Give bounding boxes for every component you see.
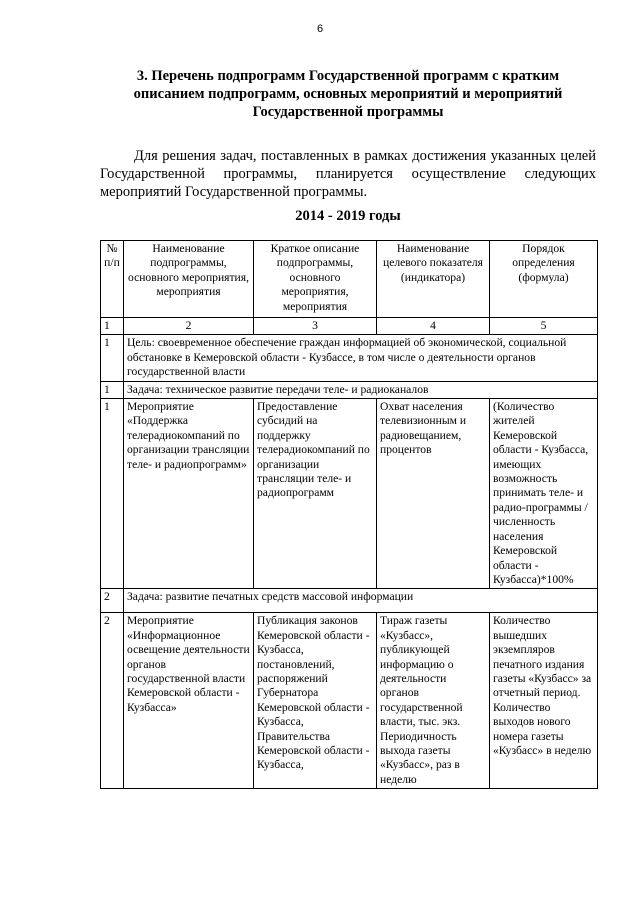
activity-indicator: Тираж газеты «Кузбасс», публикующей информацию о деятельности органов государственной власти, тыс. экз. Периодичность выхода газеты «Кузбасс», раз в неделю: [377, 613, 490, 789]
task-row: [101, 589, 598, 613]
header-number: № п/п: [101, 241, 124, 318]
row-number: 2: [101, 613, 124, 789]
activity-description: Предоставление субсидий на поддержку телерадиокомпаний по организации трансляции теле- и радиопрограмм: [254, 399, 377, 589]
goal-row: [101, 335, 598, 381]
period-title: 2014 - 2019 годы: [295, 208, 401, 224]
header-indicator: Наименование целевого показателя (индикатора): [377, 241, 490, 318]
activity-name: Мероприятие «Поддержка телерадиокомпаний по организации трансляции теле- и радиопрограмм»: [124, 399, 254, 589]
page-number: 6: [316, 23, 324, 35]
header-name: Наименование подпрограммы, основного мероприятия, мероприятия: [124, 241, 254, 318]
task-row: [101, 381, 598, 398]
activity-indicator: Охват населения телевизионным и радиовещанием, процентов: [377, 399, 490, 589]
section-heading: [100, 67, 596, 121]
heading-line-2: описанием подпрограмм, основных мероприятий и мероприятий: [133, 86, 563, 102]
intro-text: Для решения задач, поставленных в рамках достижения указанных целей Государственной программы, планируется осуществление следующих мероприятий Государственной программы.: [100, 148, 596, 200]
heading-line-3: Государственной программы: [252, 104, 444, 120]
column-number: 1: [101, 318, 124, 335]
header-description: Краткое описание подпрограммы, основного мероприятия, мероприятия: [254, 241, 377, 318]
column-number: 4: [377, 318, 490, 335]
program-table: [100, 240, 598, 789]
column-number: 5: [490, 318, 598, 335]
activity-name: Мероприятие «Информационное освещение деятельности органов государственной власти Кемеровской области - Кузбасса»: [124, 613, 254, 789]
task-number: 2: [101, 589, 124, 613]
activity-formula: Количество вышедших экземпляров печатного издания газеты «Кузбасс» за отчетный период. Количество выходов нового номера газеты «Кузбасс» в неделю: [490, 613, 598, 789]
goal-text: Цель: своевременное обеспечение граждан информацией об экономической, социальной обстановке в Кемеровской области - Кузбассе, в том числе о деятельности органов государственной власти: [124, 335, 598, 381]
table-row: [101, 399, 598, 589]
table-row: [101, 613, 598, 789]
activity-description: Публикация законов Кемеровской области - Кузбасса, постановлений, распоряжений Губернатора Кемеровской области - Кузбасса, Правительства Кемеровской области - Кузбасса,: [254, 613, 377, 789]
intro-paragraph: [100, 147, 596, 201]
column-number: 2: [124, 318, 254, 335]
table-header-row: [101, 241, 598, 318]
task-number: 1: [101, 381, 124, 398]
column-number-row: [101, 318, 598, 335]
task-text: Задача: техническое развитие передачи теле- и радиоканалов: [124, 381, 598, 398]
row-number: 1: [101, 399, 124, 589]
column-number: 3: [254, 318, 377, 335]
header-formula: Порядок определения (формула): [490, 241, 598, 318]
goal-number: 1: [101, 335, 124, 381]
task-text: Задача: развитие печатных средств массовой информации: [124, 589, 598, 613]
activity-formula: (Количество жителей Кемеровской области - Кузбасса, имеющих возможность принимать теле- и радио-программы / численность населения Кемеровской области - Кузбасса)*100%: [490, 399, 598, 589]
heading-line-1: 3. Перечень подпрограмм Государственной программ с кратким: [136, 68, 560, 84]
